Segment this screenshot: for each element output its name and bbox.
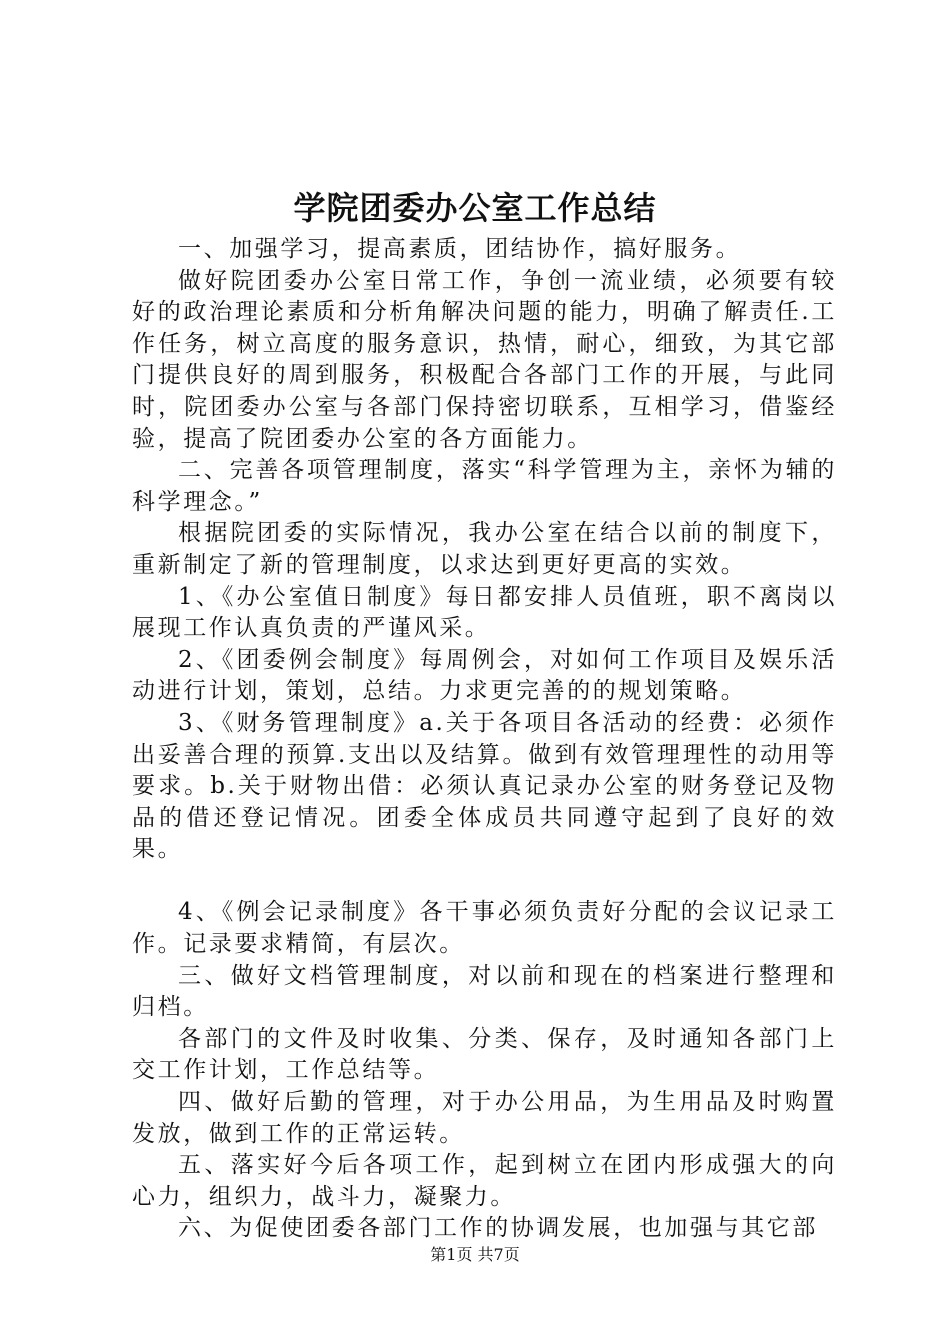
page-number: 第1页 共7页 <box>430 1245 520 1264</box>
paragraph-section-2-intro: 根据院团委的实际情况，我办公室在结合以前的制度下，重新制定了新的管理制度，以求达到更好更高的实效。 <box>132 520 837 578</box>
paragraph-section-1-body: 做好院团委办公室日常工作，争创一流业绩，必须要有较好的政治理论素质和分析角解决问题的能力，明确了解责任.工作任务，树立高度的服务意识，热情，耐心，细致，为其它部门提供良好的周到服务，积极配合各部门工作的开展，与此同时，院团委办公室与各部门保持密切联系，互相学习，借鉴经验，提高了院团委办公室的各方面能力。 <box>132 267 837 452</box>
paragraph-section-1-heading: 一、加强学习，提高素质，团结协作，搞好服务。 <box>178 236 742 262</box>
paragraph-section-5: 五、落实好今后各项工作，起到树立在团内形成强大的向心力，组织力，战斗力，凝聚力。 <box>132 1152 837 1210</box>
paragraph-rule-3: 3、《财务管理制度》a.关于各项目各活动的经费：必须作出妥善合理的预算.支出以及结算。做到有效管理理性的动用等要求。b.关于财物出借：必须认真记录办公室的财务登记及物品的借还登记情况。团委全体成员共同遵守起到了良好的效果。 <box>132 709 837 863</box>
paragraph-section-3-body: 各部门的文件及时收集、分类、保存，及时通知各部门上交工作计划，工作总结等。 <box>132 1025 837 1084</box>
document-body <box>132 234 837 1245</box>
paragraph-rule-4: 4、《例会记录制度》各干事必须负责好分配的会议记录工作。记录要求精简，有层次。 <box>132 899 837 958</box>
paragraph-rule-2: 2、《团委例会制度》每周例会，对如何工作项目及娱乐活动进行计划，策划，总结。力求更完善的的规划策略。 <box>132 646 837 705</box>
paragraph-section-2-heading: 二、完善各项管理制度，落实“科学管理为主，亲怀为辅的科学理念。” <box>132 457 837 515</box>
paragraph-rule-1: 1、《办公室值日制度》每日都安排人员值班，职不离岗以展现工作认真负责的严谨风采。 <box>132 583 837 642</box>
paragraph-section-6: 六、为促使团委各部门工作的协调发展，也加强与其它部 <box>178 1215 818 1242</box>
document-title: 学院团委办公室工作总结 <box>293 189 657 227</box>
paragraph-section-4: 四、做好后勤的管理，对于办公用品，为生用品及时购置发放，做到工作的正常运转。 <box>132 1089 837 1147</box>
paragraph-section-3-heading: 三、做好文档管理制度，对以前和现在的档案进行整理和归档。 <box>132 962 837 1021</box>
